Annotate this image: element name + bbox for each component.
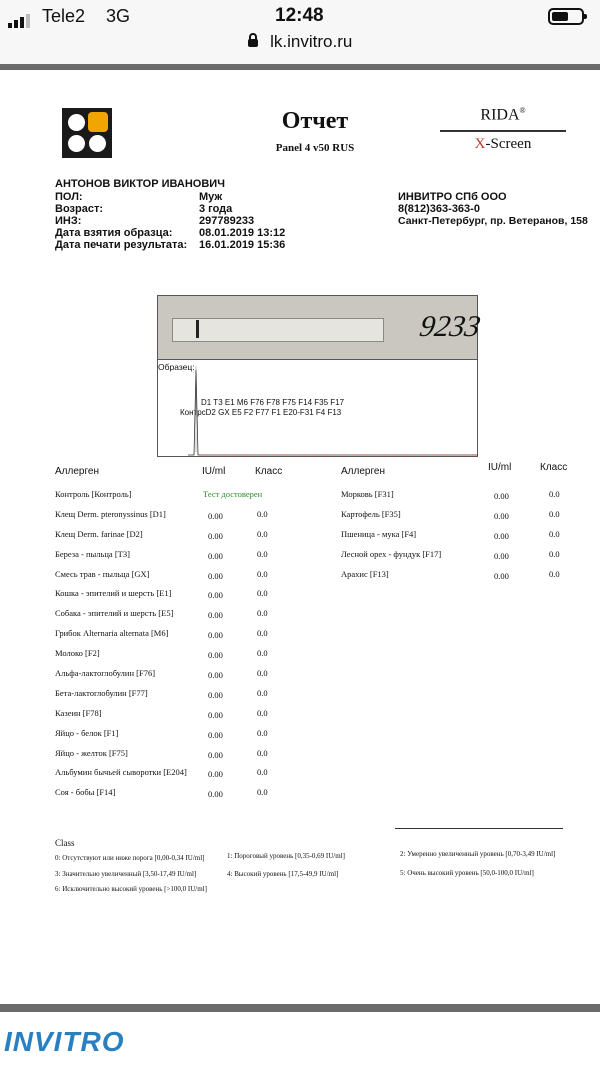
class-value: 0.0 — [257, 648, 268, 659]
field-label: Дата печати результата: — [55, 239, 188, 251]
report-title: Отчет — [281, 108, 349, 134]
legend-item: 3: Значительно увеличенный [3,50-17,49 IU/ml] — [55, 870, 197, 878]
xscreen-x: X — [474, 136, 486, 152]
rida-text: RIDA — [480, 106, 520, 124]
table-row — [55, 525, 340, 545]
allergen-name: Альфа-лактоглобулин [F76] — [55, 668, 156, 679]
carrier: Tele2 — [42, 6, 86, 26]
class-value: 0.0 — [257, 668, 268, 679]
network-type: 3G — [106, 6, 131, 26]
legend-item: 2: Умеренно увеличенный уровень [0,70-3,49 IU/ml] — [400, 850, 556, 858]
marker-row-2: КонтрсD2 GX E5 F2 F77 F1 E20-F31 F4 F13 — [180, 408, 342, 417]
class-value: 0.0 — [257, 528, 268, 539]
allergen-name: Контроль [Контроль] — [55, 489, 132, 499]
iu-value: 0.00 — [208, 789, 223, 800]
sample-label: Образец: — [158, 362, 195, 372]
patient-field — [55, 203, 355, 215]
field-value: 16.01.2019 15:36 — [199, 239, 286, 251]
col-iu-left: IU/ml — [202, 466, 226, 477]
field-value: 3 года — [199, 203, 233, 215]
left-results — [55, 485, 340, 803]
col-allergen-left: Аллерген — [55, 466, 99, 477]
iu-value: 0.00 — [494, 510, 509, 521]
iu-value: 0.00 — [208, 610, 223, 621]
iu-value: 0.00 — [208, 749, 223, 760]
allergen-name: Кошка - эпителий и шерсть [E1] — [55, 588, 172, 599]
table-row — [55, 704, 340, 724]
iu-value: 0.00 — [208, 630, 223, 641]
strip-image — [157, 295, 483, 360]
table-row — [341, 505, 600, 525]
lab-phone: 8(812)363-363-0 — [398, 203, 480, 215]
table-row — [55, 664, 340, 684]
table-row — [55, 565, 340, 585]
report-subtitle: Panel 4 v50 RUS — [275, 142, 355, 154]
class-value: 0.0 — [257, 508, 268, 519]
table-row — [55, 744, 340, 764]
iu-value: 0.00 — [208, 590, 223, 601]
allergen-name: Морковь [F31] — [341, 489, 394, 499]
allergen-name: Казеин [F78] — [55, 707, 102, 718]
invitro-logo[interactable]: INVITRO — [4, 1026, 125, 1057]
iu-value: 0.00 — [208, 769, 223, 780]
class-value: 0.0 — [549, 508, 560, 519]
allergen-name: Собака - эпителий и шерсть [E5] — [55, 608, 174, 619]
table-row — [55, 485, 340, 505]
table-row — [341, 485, 600, 505]
iu-value: 0.00 — [208, 729, 223, 740]
allergen-name: Соя - бобы [F14] — [55, 787, 116, 798]
report-document — [0, 70, 600, 1010]
class-value: 0.0 — [257, 588, 268, 599]
xscreen-text: -Screen — [485, 136, 532, 152]
table-row — [55, 584, 340, 604]
class-value: 0.0 — [257, 608, 268, 619]
signature-line — [395, 828, 563, 829]
class-value: 0.0 — [257, 727, 268, 738]
field-label: ПОЛ: — [55, 191, 83, 203]
table-row — [55, 505, 340, 525]
table-row — [55, 783, 340, 803]
legend-item: 6: Исключительно высокий уровень [>100,0 IU/ml] — [55, 885, 207, 893]
table-row — [55, 763, 340, 783]
lab-address: Санкт-Петербург, пр. Ветеранов, 158 — [398, 215, 588, 227]
status-bar — [0, 0, 600, 64]
right-results — [341, 485, 600, 584]
iu-value: 0.00 — [208, 570, 223, 581]
allergen-name: Картофель [F35] — [341, 508, 401, 519]
scan-plot — [157, 360, 478, 457]
signal-icon — [8, 10, 32, 24]
legend-item: 5: Очень высокий уровень [50,0-100,0 IU/ml] — [400, 869, 534, 877]
table-row — [55, 684, 340, 704]
iu-value: 0.00 — [494, 570, 509, 581]
patient-field — [55, 191, 355, 203]
clock: 12:48 — [275, 5, 324, 26]
field-value: 08.01.2019 13:12 — [199, 227, 286, 239]
class-value: 0.0 — [549, 568, 560, 579]
legend-title: Class — [55, 838, 75, 848]
table-row — [55, 545, 340, 565]
class-value: 0.0 — [257, 548, 268, 559]
class-value: 0.0 — [549, 489, 560, 499]
battery-icon — [548, 8, 584, 25]
allergen-name: Молоко [F2] — [55, 648, 100, 659]
iu-value: 0.00 — [208, 530, 223, 541]
allergen-name: Клещ Derm. farinae [D2] — [55, 528, 143, 539]
field-value: Муж — [199, 191, 223, 203]
patient-field — [55, 215, 355, 227]
rida-registered-mark: ® — [519, 106, 526, 115]
allergen-name: Арахис [F13] — [341, 568, 389, 579]
iu-value: 0.00 — [208, 670, 223, 681]
allergen-name: Клещ Derm. pteronyssinus [D1] — [55, 508, 166, 519]
allergen-name: Смесь трав - пыльца [GX] — [55, 568, 150, 579]
legend-item: 1: Пороговый уровень [0,35-0,69 IU/ml] — [227, 852, 345, 860]
patient-name: АНТОНОВ ВИКТОР ИВАНОВИЧ — [55, 178, 225, 190]
class-value: 0.0 — [257, 767, 268, 778]
iu-value: 0.00 — [208, 689, 223, 700]
field-label: Возраст: — [55, 203, 103, 215]
allergen-name: Лесной орех - фундук [F17] — [341, 548, 442, 559]
url-text: lk.invitro.ru — [270, 32, 353, 51]
allergen-name: Береза - пыльца [T3] — [55, 548, 130, 559]
col-class-right: Класс — [540, 462, 568, 473]
field-label: ИНЗ: — [55, 215, 82, 227]
allergen-name: Яйцо - белок [F1] — [55, 727, 119, 738]
site-footer — [0, 1012, 600, 1066]
class-value: 0.0 — [257, 787, 268, 798]
patient-field — [55, 227, 355, 239]
col-class-left: Класс — [255, 466, 283, 477]
divider — [0, 1004, 600, 1012]
rida-logo — [440, 106, 566, 124]
table-row — [341, 525, 600, 545]
iu-value: 0.00 — [208, 550, 223, 561]
iu-value: 0.00 — [494, 491, 509, 501]
patient-field — [55, 239, 355, 251]
lab-info — [398, 191, 598, 227]
table-row — [55, 624, 340, 644]
handwritten-number: 9233 — [417, 310, 483, 343]
address-bar[interactable] — [0, 32, 600, 56]
iu-value: 0.00 — [494, 530, 509, 541]
table-row — [341, 545, 600, 565]
legend-item: 0: Отсутствуют или ниже порога [0,00-0,34 IU/ml] — [55, 854, 205, 862]
class-value: 0.0 — [257, 707, 268, 718]
rida-rule — [440, 130, 566, 132]
allergen-name: Грибок Alternaria alternata [M6] — [55, 628, 169, 639]
iu-value: 0.00 — [208, 650, 223, 661]
class-value: 0.0 — [549, 548, 560, 559]
class-value: 0.0 — [257, 568, 268, 579]
table-row — [55, 604, 340, 624]
lab-name: ИНВИТРО СПб ООО — [398, 191, 507, 203]
iu-value: 0.00 — [208, 510, 223, 521]
lock-icon — [248, 39, 258, 47]
lab-logo-icon — [62, 108, 112, 158]
xscreen-logo — [440, 136, 566, 153]
class-value: 0.0 — [549, 528, 560, 539]
patient-info — [55, 191, 355, 251]
class-value: 0.0 — [257, 628, 268, 639]
table-row — [55, 644, 340, 664]
col-allergen-right: Аллерген — [341, 466, 385, 477]
field-label: Дата взятия образца: — [55, 227, 173, 239]
allergen-name: Пшеница - мука [F4] — [341, 528, 417, 539]
col-iu-right: IU/ml — [488, 462, 512, 473]
legend-item: 4: Высокий уровень [17,5-49,9 IU/ml] — [227, 870, 339, 878]
class-value: 0.0 — [257, 687, 268, 698]
field-value: 297789233 — [199, 215, 255, 227]
marker-row-1: D1 T3 E1 M6 F76 F78 F75 F14 F35 F17 — [201, 398, 345, 407]
scan-peak — [158, 360, 478, 456]
class-value: 0.0 — [257, 747, 268, 758]
allergen-name: Альбумин бычьей сыворотки [E204] — [55, 767, 187, 778]
allergen-name: Бета-лактоглобулин [F77] — [55, 687, 148, 698]
allergen-name: Яйцо - желток [F75] — [55, 747, 128, 758]
iu-value: 0.00 — [208, 709, 223, 720]
control-status: Тест достоверен — [203, 489, 263, 499]
table-row — [55, 724, 340, 744]
table-row — [341, 565, 600, 585]
iu-value: 0.00 — [494, 550, 509, 561]
